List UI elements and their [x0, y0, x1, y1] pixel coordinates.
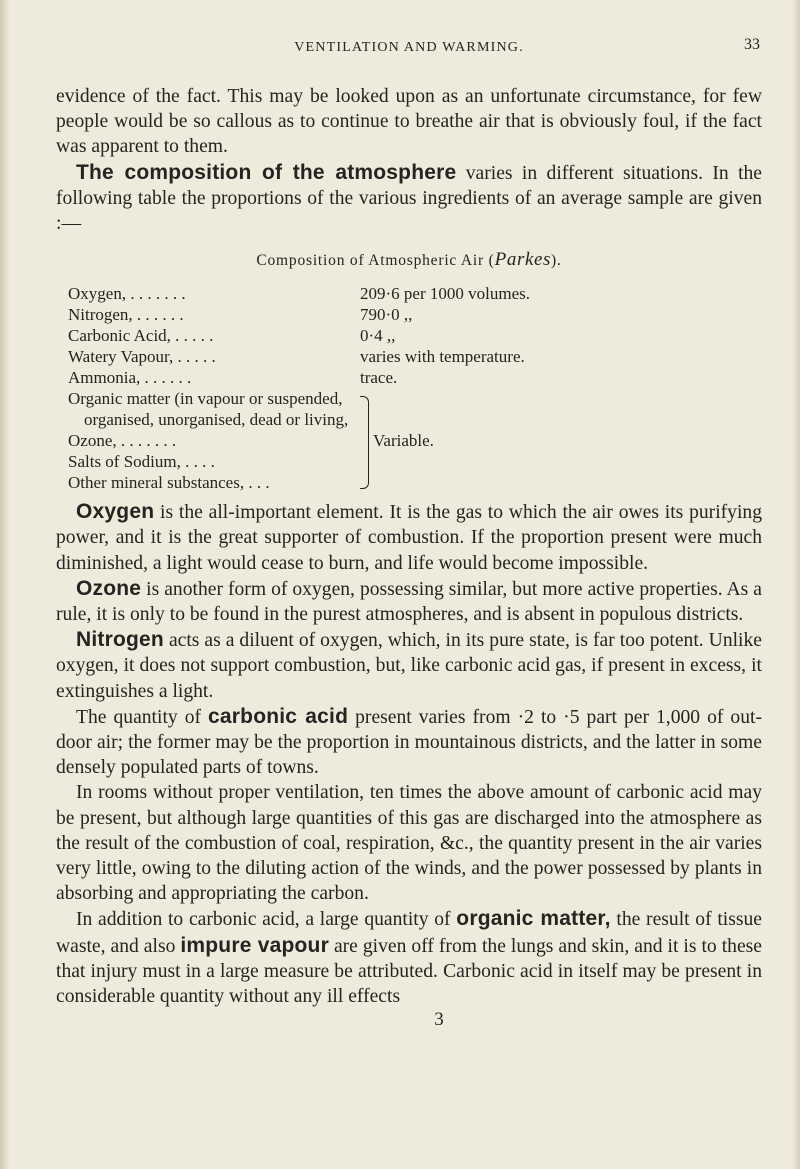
paragraph-organic-after: are given off from the lungs and skin, and it is to these that injury must in a large measure be attributed. Carbonic acid in itself may be present in considerable quantity without any ill effects: [56, 935, 762, 1008]
row-value: 790·0 ,,: [360, 305, 413, 325]
keyword-composition: The composition of the atmosphere: [76, 160, 457, 184]
group-line: Salts of Sodium, . . . .: [68, 452, 215, 472]
table-title-author: Parkes: [494, 249, 552, 271]
table-row: [68, 346, 762, 367]
page-edge-right: [792, 0, 800, 1169]
table-title-prefix: Composition of Atmospheric Air (: [256, 252, 495, 270]
keyword-ozone: Ozone: [76, 576, 142, 600]
group-line: organised, unorganised, dead or living,: [84, 410, 349, 430]
paragraph-ozone-text: is another form of oxygen, possessing similar, but more active properties. As a rule, it is only to be found in the purest atmospheres, and is absent in populous districts.: [56, 578, 762, 626]
paragraph-carbonic-before: The quantity of: [76, 706, 209, 728]
row-label: Nitrogen, . . . . . .: [68, 305, 184, 325]
row-value: 0·4 ,,: [360, 326, 396, 346]
row-label: Watery Vapour, . . . . .: [68, 347, 216, 367]
group-line: Ozone, . . . . . . .: [68, 431, 177, 451]
keyword-carbonic-acid: carbonic acid: [208, 704, 349, 728]
signature-mark: 3: [434, 1009, 444, 1031]
table-row: [68, 283, 762, 304]
paragraph-organic-matter: [56, 906, 762, 1009]
paragraph-organic-middle: the result of tissue waste, and also: [56, 909, 762, 957]
running-head: [56, 36, 762, 62]
keyword-impure-vapour: impure vapour: [180, 933, 329, 957]
paragraph-nitrogen: [56, 627, 762, 704]
paragraph-carbonic-acid: [56, 704, 762, 781]
group-line: Other mineral substances, . . .: [68, 473, 270, 493]
keyword-organic-matter: organic matter,: [456, 907, 611, 931]
paragraph-carbonic-after: present varies from ·2 to ·5 part per 1,000 of out-door air; the former may be the proportion in mountainous districts, and the latter in some densely populated parts of towns.: [56, 706, 762, 779]
variable-group-value: Variable.: [373, 431, 434, 451]
table-title-suffix: ).: [551, 252, 562, 270]
paragraph-ozone: [56, 576, 762, 627]
paragraph-oxygen-text: is the all-important element. It is the gas to which the air owes its purifying power, and it is the great supporter of combustion. If the proportion present were much diminished, a light would cease to burn, and life would become impossible.: [56, 502, 762, 574]
row-value: trace.: [360, 368, 398, 388]
page-number: 33: [744, 36, 760, 53]
row-label: Ammonia, . . . . . .: [68, 368, 192, 388]
composition-table: [68, 283, 762, 493]
table-row: [68, 304, 762, 325]
row-value: 209·6 per 1000 volumes.: [360, 284, 530, 304]
keyword-nitrogen: Nitrogen: [76, 628, 164, 652]
row-label: Oxygen, . . . . . . .: [68, 284, 186, 304]
row-value: varies with temperature.: [360, 347, 525, 367]
group-line: Organic matter (in vapour or suspended,: [68, 389, 343, 409]
paragraph-rooms: In rooms without proper ventilation, ten times the above amount of carbonic acid may be present, but although large quantities of this gas are discharged into the atmosphere as the result of the combustion of coal, respiration, &c., the quantity present in the air varies very little, owing to the diluting action of the winds, and the power possessed by plants in absorbing and appropriating the carbon.: [56, 782, 762, 905]
brace-icon: [360, 396, 369, 489]
table-row: [68, 367, 762, 388]
page-edge-left: [0, 0, 10, 1169]
running-title: VENTILATION AND WARMING.: [294, 40, 524, 55]
paragraph-nitrogen-text: acts as a diluent of oxygen, which, in its pure state, is far too potent. Unlike oxygen, it does not support combustion, but, like carbonic acid gas, if present in excess, it extinguishes a light.: [56, 630, 762, 702]
paragraph-intro: evidence of the fact. This may be looked upon as an unfortunate circumstance, for few people would be so callous as to continue to breathe air that is obviously foul, if the fact was apparent to them.: [56, 86, 762, 158]
table-title: [56, 249, 762, 271]
keyword-oxygen: Oxygen: [76, 500, 155, 524]
row-label: Carbonic Acid, . . . . .: [68, 326, 214, 346]
variable-group-lines: [68, 388, 360, 493]
paragraph-oxygen: [56, 499, 762, 576]
variable-group: [68, 388, 762, 493]
paragraph-composition: [56, 160, 762, 237]
table-row: [68, 325, 762, 346]
paragraph-composition-text: varies in different situations. In the following table the proportions of the various ingredients of an average sample are given :—: [56, 162, 763, 235]
paragraph-organic-before: In addition to carbonic acid, a large quantity of: [76, 909, 457, 931]
